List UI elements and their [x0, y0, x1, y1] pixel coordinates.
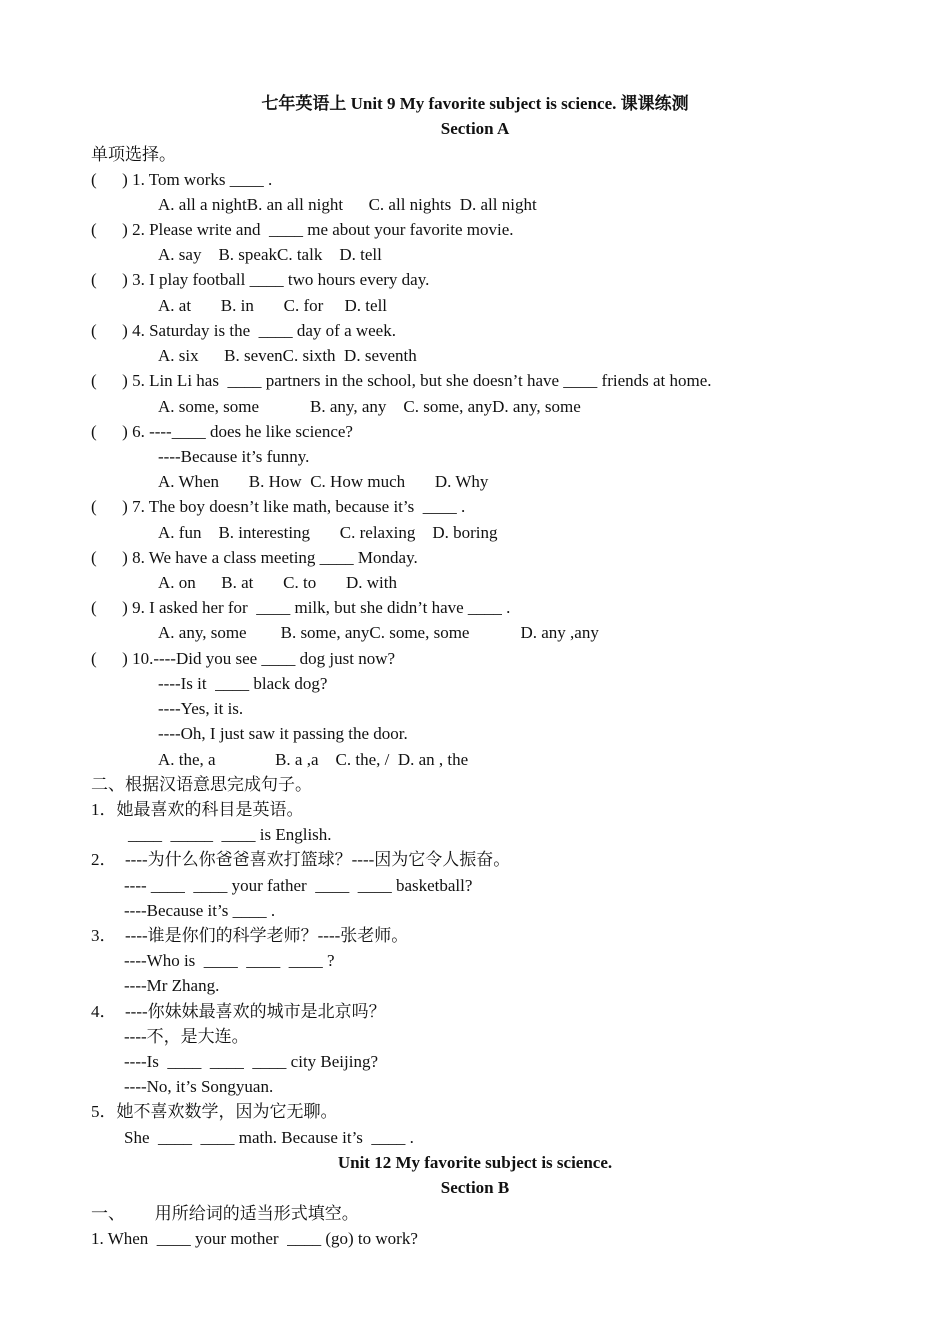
- sentence-3-cn: 3． ----谁是你们的科学老师？----张老师。: [91, 926, 409, 945]
- sentence-5-en: She ____ ____ math. Because it’s ____ .: [124, 1128, 414, 1147]
- question-9: ( ) 9. I asked her for ____ milk, but she didn’t have ____ .: [91, 598, 511, 617]
- question-10-options: A. the, a B. a ,a C. the, / D. an , the: [158, 750, 469, 769]
- question-4-options: A. six B. sevenC. sixth D. seventh: [158, 346, 417, 365]
- question-9-options: A. any, some B. some, anyC. some, some D. any ,any: [158, 623, 599, 642]
- question-10-line3: ----Yes, it is.: [158, 699, 244, 718]
- question-5-options: A. some, some B. any, any C. some, anyD. any, some: [158, 397, 581, 416]
- sentence-2-cn: 2． ----为什么你爸爸喜欢打篮球？----因为它令人振奋。: [91, 850, 511, 869]
- part2-heading: 二、根据汉语意思完成句子。: [91, 775, 312, 794]
- question-1-options: A. all a nightB. an all night C. all nights D. all night: [158, 195, 537, 214]
- question-10-line4: ----Oh, I just saw it passing the door.: [158, 724, 408, 743]
- question-3-options: A. at B. in C. for D. tell: [158, 296, 388, 315]
- section-b-question-1: 1. When ____ your mother ____ (go) to work?: [91, 1229, 418, 1248]
- question-2: ( ) 2. Please write and ____ me about your favorite movie.: [91, 220, 514, 239]
- question-8: ( ) 8. We have a class meeting ____ Monday.: [91, 548, 418, 567]
- section-b-heading: Section B: [440, 1178, 510, 1197]
- sentence-3-en2: ----Mr Zhang.: [124, 976, 220, 995]
- question-10: ( ) 10.----Did you see ____ dog just now?: [91, 649, 396, 668]
- question-4: ( ) 4. Saturday is the ____ day of a week.: [91, 321, 396, 340]
- section-b-title: Unit 12 My favorite subject is science.: [337, 1153, 613, 1172]
- sentence-4-en1: ----Is ____ ____ ____ city Beijing?: [124, 1052, 379, 1071]
- page-title: 七年英语上 Unit 9 My favorite subject is science. 课课练测: [261, 94, 689, 113]
- sentence-4-cn2: ----不，是大连。: [124, 1027, 249, 1046]
- section-a-heading: Section A: [440, 119, 510, 138]
- question-10-line2: ----Is it ____ black dog?: [158, 674, 328, 693]
- sentence-2-en2: ----Because it’s ____ .: [124, 901, 276, 920]
- question-1: ( ) 1. Tom works ____ .: [91, 170, 273, 189]
- question-6: ( ) 6. ----____ does he like science?: [91, 422, 353, 441]
- sentence-2-en1: ---- ____ ____ your father ____ ____ basketball?: [124, 876, 473, 895]
- question-7-options: A. fun B. interesting C. relaxing D. boring: [158, 523, 498, 542]
- section-b-part1-heading: 一、 用所给词的适当形式填空。: [91, 1204, 359, 1223]
- sentence-4-cn: 4． ----你妹妹最喜欢的城市是北京吗？: [91, 1002, 386, 1021]
- sentence-5-cn: 5．她不喜欢数学，因为它无聊。: [91, 1102, 338, 1121]
- question-2-options: A. say B. speakC. talk D. tell: [158, 245, 382, 264]
- question-6-options: A. When B. How C. How much D. Why: [158, 472, 489, 491]
- question-8-options: A. on B. at C. to D. with: [158, 573, 397, 592]
- sentence-3-en1: ----Who is ____ ____ ____ ?: [124, 951, 335, 970]
- question-5: ( ) 5. Lin Li has ____ partners in the school, but she doesn’t have ____ friends at home.: [91, 371, 712, 390]
- part1-heading: 单项选择。: [91, 145, 176, 164]
- question-7: ( ) 7. The boy doesn’t like math, because it’s ____ .: [91, 497, 466, 516]
- question-6-reply: ----Because it’s funny.: [158, 447, 310, 466]
- sentence-4-en2: ----No, it’s Songyuan.: [124, 1077, 274, 1096]
- question-3: ( ) 3. I play football ____ two hours every day.: [91, 270, 430, 289]
- sentence-1-cn: 1．她最喜欢的科目是英语。: [91, 800, 304, 819]
- sentence-1-en: ____ _____ ____ is English.: [128, 825, 332, 844]
